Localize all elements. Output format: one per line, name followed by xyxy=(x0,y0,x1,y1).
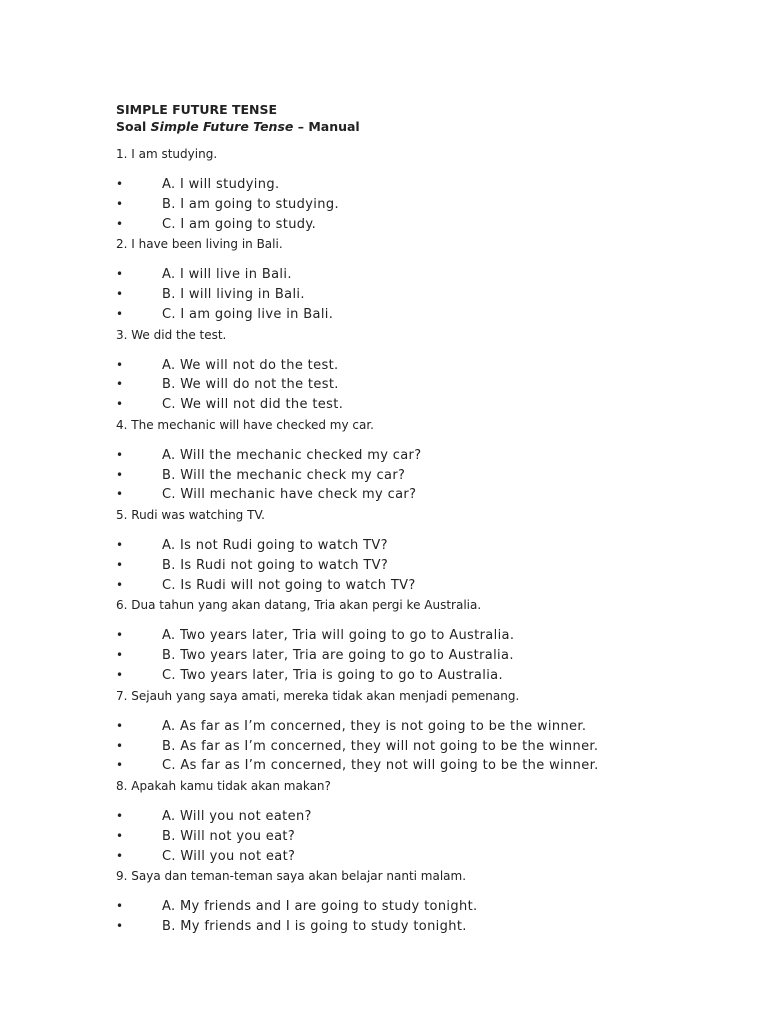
option-text: A. Two years later, Tria will going to go to Australia. xyxy=(162,628,515,644)
option-text: B. As far as I’m concerned, they will not going to be the winner. xyxy=(162,738,599,754)
question-block xyxy=(116,235,736,325)
question-list xyxy=(116,145,736,958)
question-text: 4. The mechanic will have checked my car. xyxy=(116,417,374,432)
option-list xyxy=(116,626,736,685)
option-item xyxy=(116,195,736,215)
subtitle-prefix: Soal xyxy=(116,119,151,134)
option-text: B. My friends and I is going to study tonight. xyxy=(162,919,467,935)
bullet-icon: • xyxy=(116,287,124,302)
bullet-icon: • xyxy=(116,177,124,191)
question-block xyxy=(116,596,736,686)
bullet-icon: • xyxy=(116,538,124,553)
option-text: A. Will the mechanic checked my car? xyxy=(162,447,422,463)
option-text: C. I am going to study. xyxy=(162,216,317,232)
question-text: 2. I have been living in Bali. xyxy=(116,237,283,252)
bullet-icon: • xyxy=(116,738,124,753)
question-block xyxy=(116,416,736,506)
bullet-icon: • xyxy=(116,809,124,824)
option-item xyxy=(116,646,736,666)
option-text: A. My friends and I are going to study tonight. xyxy=(162,899,478,915)
option-list xyxy=(116,175,736,234)
bullet-icon: • xyxy=(116,487,124,502)
bullet-icon: • xyxy=(116,447,124,462)
bullet-icon: • xyxy=(116,467,124,482)
option-list xyxy=(116,536,736,595)
option-item xyxy=(116,175,736,195)
bullet-icon: • xyxy=(116,648,124,663)
option-list xyxy=(116,897,736,937)
option-item xyxy=(116,666,736,686)
option-list xyxy=(116,265,736,324)
option-text: A. I will live in Bali. xyxy=(162,267,292,283)
question-text: 9. Saya dan teman-teman saya akan belajar nanti malam. xyxy=(116,869,467,884)
bullet-icon: • xyxy=(116,196,124,211)
option-list xyxy=(116,717,736,776)
option-item xyxy=(116,285,736,305)
option-item xyxy=(116,626,736,646)
bullet-icon: • xyxy=(116,848,124,863)
question-text: 3. We did the test. xyxy=(116,327,227,342)
bullet-icon: • xyxy=(116,397,124,412)
option-text: C. Will you not eat? xyxy=(162,848,296,864)
option-text: B. Will not you eat? xyxy=(162,828,296,844)
bullet-icon: • xyxy=(116,216,124,231)
question-text: 7. Sejauh yang saya amati, mereka tidak akan menjadi pemenang. xyxy=(116,688,520,703)
bullet-icon: • xyxy=(116,357,124,372)
question-block xyxy=(116,777,736,867)
document-subtitle xyxy=(116,118,360,135)
option-item xyxy=(116,827,736,847)
option-item xyxy=(116,917,736,937)
option-item xyxy=(116,466,736,486)
option-item xyxy=(116,737,736,757)
option-item xyxy=(116,717,736,737)
option-text: C. I am going live in Bali. xyxy=(162,306,334,322)
option-item xyxy=(116,446,736,466)
option-text: A. We will not do the test. xyxy=(162,357,339,373)
question-text: 6. Dua tahun yang akan datang, Tria akan pergi ke Australia. xyxy=(116,598,482,613)
option-text: C. As far as I’m concerned, they not will going to be the winner. xyxy=(162,758,599,774)
option-item xyxy=(116,305,736,325)
option-item xyxy=(116,847,736,867)
bullet-icon: • xyxy=(116,899,124,914)
question-block xyxy=(116,867,736,957)
option-item xyxy=(116,556,736,576)
option-text: B. I am going to studying. xyxy=(162,196,339,212)
option-text: C. Two years later, Tria is going to go to Australia. xyxy=(162,668,503,684)
question-block xyxy=(116,506,736,596)
bullet-icon: • xyxy=(116,306,124,321)
bullet-icon: • xyxy=(116,668,124,683)
bullet-icon: • xyxy=(116,377,124,392)
option-text: C. Is Rudi will not going to watch TV? xyxy=(162,577,416,593)
bullet-icon: • xyxy=(116,828,124,843)
bullet-icon: • xyxy=(116,628,124,643)
option-text: B. Is Rudi not going to watch TV? xyxy=(162,557,389,573)
question-block xyxy=(116,326,736,416)
option-item xyxy=(116,807,736,827)
question-block xyxy=(116,145,736,235)
option-text: B. Two years later, Tria are going to go to Australia. xyxy=(162,648,514,664)
option-text: A. I will studying. xyxy=(162,177,280,192)
option-text: B. I will living in Bali. xyxy=(162,287,305,303)
option-item xyxy=(116,215,736,235)
subtitle-italic: Simple Future Tense xyxy=(150,119,294,134)
option-item xyxy=(116,576,736,596)
question-text: 1. I am studying. xyxy=(116,147,218,161)
document-heading xyxy=(116,101,360,135)
bullet-icon: • xyxy=(116,718,124,733)
option-text: C. We will not did the test. xyxy=(162,397,344,413)
option-item xyxy=(116,536,736,556)
option-item xyxy=(116,395,736,415)
option-list xyxy=(116,807,736,866)
option-text: A. Is not Rudi going to watch TV? xyxy=(162,538,388,554)
option-item xyxy=(116,356,736,376)
bullet-icon: • xyxy=(116,577,124,592)
option-text: A. Will you not eaten? xyxy=(162,809,312,825)
option-text: B. We will do not the test. xyxy=(162,377,339,393)
bullet-icon: • xyxy=(116,919,124,934)
bullet-icon: • xyxy=(116,758,124,773)
option-list xyxy=(116,356,736,415)
option-item xyxy=(116,485,736,505)
subtitle-suffix: – Manual xyxy=(293,119,360,134)
option-item xyxy=(116,756,736,776)
option-list xyxy=(116,446,736,505)
option-text: B. Will the mechanic check my car? xyxy=(162,467,406,483)
question-block xyxy=(116,687,736,777)
bullet-icon: • xyxy=(116,267,124,282)
option-item xyxy=(116,265,736,285)
question-text: 5. Rudi was watching TV. xyxy=(116,508,265,523)
option-item xyxy=(116,375,736,395)
option-item xyxy=(116,897,736,917)
question-text: 8. Apakah kamu tidak akan makan? xyxy=(116,779,331,794)
option-text: A. As far as I’m concerned, they is not going to be the winner. xyxy=(162,718,587,734)
document-title: SIMPLE FUTURE TENSE xyxy=(116,102,278,117)
bullet-icon: • xyxy=(116,557,124,572)
option-text: C. Will mechanic have check my car? xyxy=(162,487,417,503)
